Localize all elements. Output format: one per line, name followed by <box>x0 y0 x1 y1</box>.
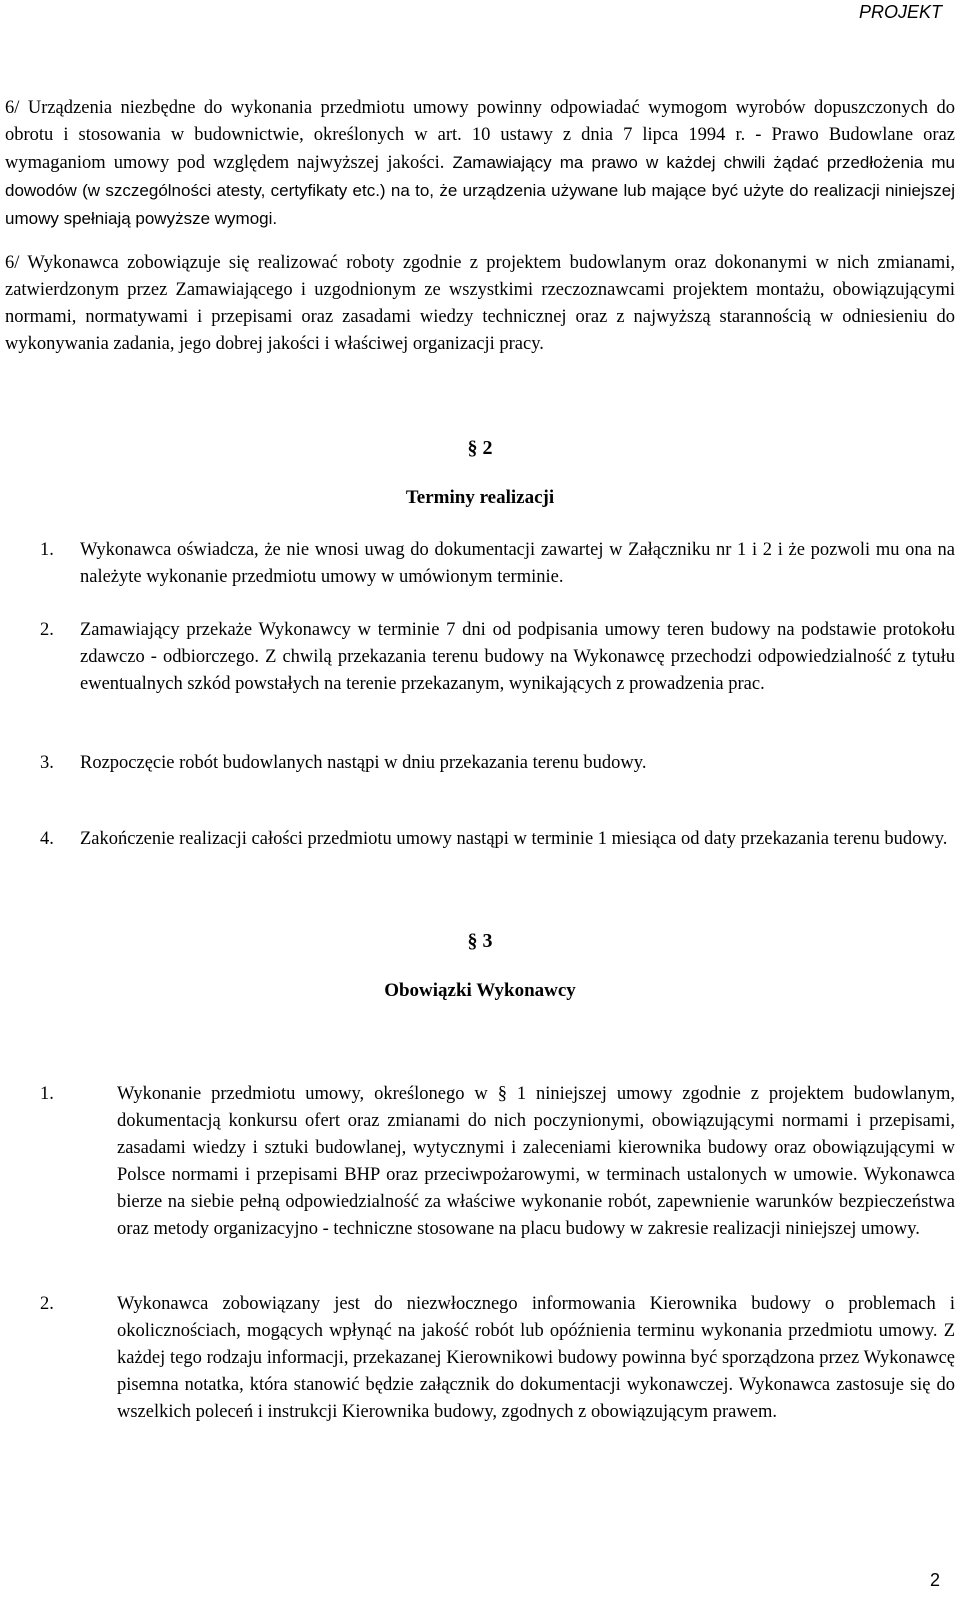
intro-paragraph-1b: Zamawiający ma prawo w każdej chwili żądać przedłożenia mu dowodów (w szczególności atesty, certyfikaty etc.) na to, że urządzenia używane lub mające być użyte do realizacji niniejszej umowy spełniają powyższe wymogi. <box>5 153 956 228</box>
item-text: Zakończenie realizacji całości przedmiotu umowy nastąpi w terminie 1 miesiąca od daty przekazania terenu budowy. <box>80 829 948 849</box>
section-3-mark: § 3 <box>467 930 493 952</box>
section-2-item-3 <box>40 750 955 777</box>
section-3-item-2 <box>40 1291 955 1426</box>
intro-paragraph-2: 6/ Wykonawca zobowiązuje się realizować roboty zgodnie z projektem budowlanym oraz dokonanymi w nich zmianami, zatwierdzonym przez Zamawiającego i uzgodnionym ze wszystkimi rzeczoznawcami projektem montażu, obowiązującymi normami, normatywami i przepisami oraz zasadami wiedzy technicznej oraz z najwyższą starannością w odniesieniu do wykonywania zadania, jego dobrej jakości i właściwej organizacji pracy. <box>5 253 955 354</box>
intro-paragraph-1a: 6/ Urządzenia niezbędne do wykonania przedmiotu umowy powinny odpowiadać wymogom wyrobów dopuszczonych do obrotu i stosowania w budownictwie, określonych w art. 10 ustawy z dnia 7 lipca 1994 r. - Prawo Budowlane oraz wymaganiom umowy pod względem najwyższej jakości. <box>5 98 955 173</box>
header-label: PROJEKT <box>858 2 942 22</box>
item-text: Zamawiający przekaże Wykonawcy w terminie 7 dni od podpisania umowy teren budowy na podstawie protokołu zdawczo - odbiorczego. Z chwilą przekazania terenu budowy na Wykonawcę przechodzi odpowiedzialność z tytułu ewentualnych szkód powstałych na terenie przekazanym, wynikających z prowadzenia prac. <box>80 620 955 694</box>
item-number: 3. <box>40 753 54 773</box>
section-2-mark: § 2 <box>467 437 493 459</box>
item-number: 2. <box>40 1294 54 1314</box>
section-2-title: Terminy realizacji <box>405 487 555 508</box>
section-2-item-1 <box>40 537 955 591</box>
section-2-item-2 <box>40 617 955 698</box>
item-number: 4. <box>40 829 54 849</box>
item-text: Wykonanie przedmiotu umowy, określonego w § 1 niniejszej umowy zgodnie z projektem budowlanym, dokumentacją konkursu ofert oraz zmianami do nich poczynionymi, obowiązującymi normami i przepisami, zasadami wiedzy i sztuki budowlanej, wytycznymi i zaleceniami kierownika budowy oraz obowiązującymi w Polsce normami i przepisami BHP oraz przeciwpożarowymi, w terminach ustalonych w umowie. Wykonawca bierze na siebie pełną odpowiedzialność za właściwe wykonanie robót, zapewnienie warunków bezpieczeństwa oraz metody organizacyjno - techniczne stosowane na placu budowy w zakresie realizacji niniejszej umowy. <box>117 1084 955 1239</box>
item-number: 1. <box>40 540 54 560</box>
item-text: Wykonawca zobowiązany jest do niezwłocznego informowania Kierownika budowy o problemach i okolicznościach, mogących wpłynąć na jakość robót lub opóźnienia terminu wykonania przedmiotu umowy. Z każdej tego rodzaju informacji, przekazanej Kierownikowi budowy powinna być sporządzona przez Wykonawcę pisemna notatka, która stanowić będzie załącznik do dokumentacji wykonawczej. Wykonawca zastosuje się do wszelkich poleceń i instrukcji Kierownika budowy, zgodnych z obowiązującym prawem. <box>117 1294 955 1422</box>
item-text: Rozpoczęcie robót budowlanych nastąpi w dniu przekazania terenu budowy. <box>80 753 647 773</box>
intro-paragraph-1 <box>5 95 955 233</box>
section-2-item-4 <box>40 826 955 853</box>
section-3-item-1 <box>40 1081 955 1243</box>
item-number: 2. <box>40 620 54 640</box>
item-text: Wykonawca oświadcza, że nie wnosi uwag do dokumentacji zawartej w Załączniku nr 1 i 2 i że pozwoli mu ona na należyte wykonanie przedmiotu umowy w umówionym terminie. <box>80 540 955 587</box>
item-number: 1. <box>40 1084 54 1104</box>
section-3-title: Obowiązki Wykonawcy <box>384 980 576 1001</box>
page-number: 2 <box>929 1570 940 1590</box>
